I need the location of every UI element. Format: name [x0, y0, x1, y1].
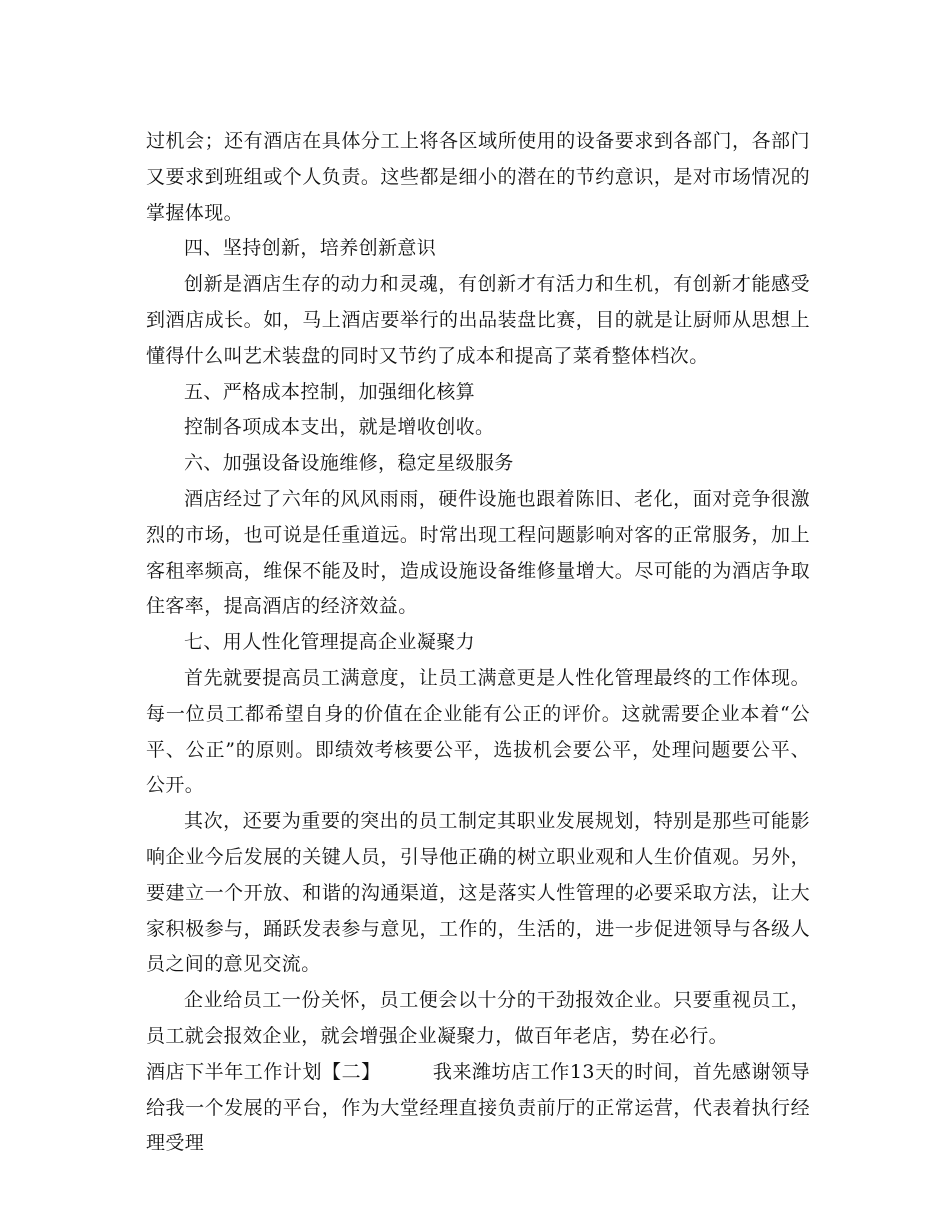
- document-body: [146, 124, 810, 1162]
- paragraph-plan-two: [146, 1055, 810, 1162]
- plan-two-text: 我来潍坊店工作13天的时间，首先感谢领导给我一个发展的平台，作为大堂经理直接负责前厅的正常运营，代表着执行经理受理: [146, 1060, 810, 1155]
- paragraph-career-planning: 其次，还要为重要的突出的员工制定其职业发展规划，特别是那些可能影响企业今后发展的关键人员，引导他正确的树立职业观和人生价值观。另外，要建立一个开放、和谐的沟通渠道，这是落实人性管理的必要采取方法，让大家积极参与，踊跃发表参与意见，工作的，生活的，进一步促进领导与各级人员之间的意见交流。: [146, 810, 810, 976]
- plan-two-title: 酒店下半年工作计划【二】: [146, 1060, 381, 1083]
- section-heading-5: 五、严格成本控制，加强细化核算: [184, 380, 476, 403]
- paragraph-maintenance: 酒店经过了六年的风风雨雨，硬件设施也跟着陈旧、老化，面对竞争很激烈的市场，也可说是任重道远。时常出现工程问题影响对客的正常服务，加上客租率频高，维保不能及时，造成设施设备维修量增大。尽可能的为酒店争取住客率，提高酒店的经济效益。: [146, 487, 810, 618]
- paragraph-continuation: 过机会；还有酒店在具体分工上将各区域所使用的设备要求到各部门，各部门又要求到班组或个人负责。这些都是细小的潜在的节约意识，是对市场情况的掌握体现。: [146, 130, 810, 224]
- section-heading-6: 六、加强设备设施维修，稳定星级服务: [184, 452, 514, 475]
- paragraph-cost-control: 控制各项成本支出，就是增收创收。: [184, 416, 495, 439]
- paragraph-innovation: 创新是酒店生存的动力和灵魂，有创新才有活力和生机，有创新才能感受到酒店成长。如，马上酒店要举行的出品装盘比赛，目的就是让厨师从思想上懂得什么叫艺术装盘的同时又节约了成本和提高了菜肴整体档次。: [146, 273, 810, 367]
- paragraph-satisfaction: 首先就要提高员工满意度，让员工满意更是人性化管理最终的工作体现。每一位员工都希望自身的价值在企业能有公正的评价。这就需要企业本着“公平、公正”的原则。即绩效考核要公平，选拔机会要公平，处理问题要公平、公开。: [146, 666, 810, 797]
- paragraph-care: 企业给员工一份关怀，员工便会以十分的干劲报效企业。只要重视员工，员工就会报效企业，就会增强企业凝聚力，做百年老店，势在必行。: [146, 989, 810, 1047]
- section-heading-7: 七、用人性化管理提高企业凝聚力: [184, 631, 476, 654]
- section-heading-4: 四、坚持创新，培养创新意识: [184, 237, 437, 260]
